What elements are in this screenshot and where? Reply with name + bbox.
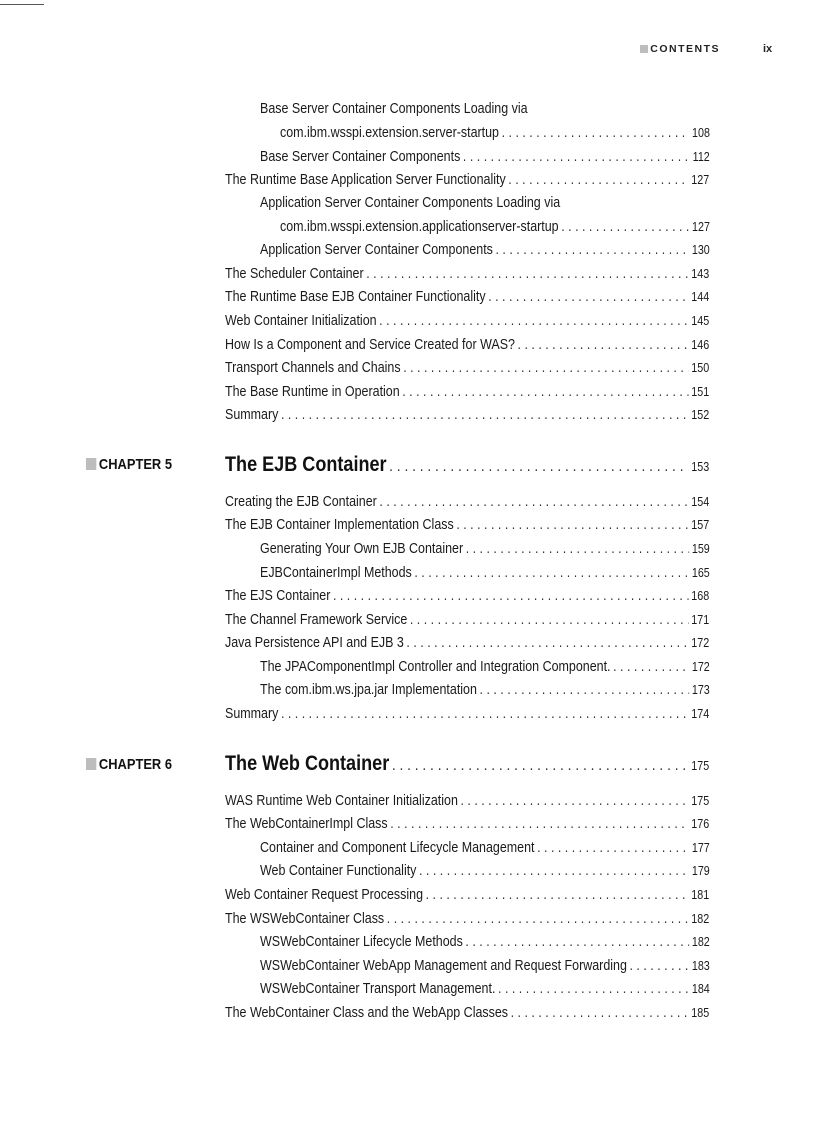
leader-dots	[518, 336, 689, 354]
running-head	[0, 43, 816, 59]
toc-entry-page: 127	[692, 220, 710, 234]
leader-dots	[495, 241, 689, 259]
toc-entry-page: 171	[691, 613, 710, 627]
chapter-5-title: The EJB Container	[225, 453, 387, 476]
toc-entry-page: 130	[691, 243, 710, 257]
toc-entry[interactable]	[260, 241, 710, 259]
toc-entry[interactable]	[260, 933, 710, 951]
toc-entry-title: Java Persistence API and EJB 3	[225, 635, 404, 651]
toc-entry[interactable]	[225, 171, 709, 189]
toc-entry-title: com.ibm.wsspi.extension.applicationserver-startup	[280, 219, 559, 235]
toc-entry-page: 108	[692, 126, 710, 140]
toc-entry-page: 157	[691, 518, 710, 532]
toc-entry-page: 145	[691, 314, 710, 328]
leader-dots	[410, 611, 689, 629]
toc-entry-page: 168	[691, 589, 710, 603]
toc-entry[interactable]	[260, 658, 710, 676]
toc-entry-title: The Base Runtime in Operation	[225, 384, 400, 400]
leader-dots	[281, 705, 689, 723]
chapter-6-heading[interactable]	[225, 752, 709, 776]
toc-entry[interactable]	[260, 839, 710, 857]
toc-entry-title: The Runtime Base EJB Container Functionality	[225, 289, 486, 305]
toc-entry-title: WSWebContainer WebApp Management and Request Forwarding	[260, 958, 627, 974]
running-head-page-number: ix	[763, 43, 773, 55]
section-marker-icon	[640, 45, 648, 53]
toc-entry-title: Transport Channels and Chains	[225, 360, 401, 376]
toc-entry[interactable]	[225, 705, 709, 723]
toc-entry[interactable]	[225, 886, 709, 904]
toc-entry[interactable]	[260, 681, 710, 699]
toc-entry-title: WSWebContainer Lifecycle Methods	[260, 934, 463, 950]
leader-dots	[465, 933, 689, 951]
toc-entry[interactable]	[280, 218, 710, 236]
leader-dots	[379, 312, 689, 330]
chapter-6-label-text: CHAPTER 6	[98, 756, 173, 773]
chapter-marker-icon	[86, 758, 96, 770]
chapter-6-page: 175	[691, 759, 710, 773]
toc-entry[interactable]	[225, 406, 709, 424]
toc-entry-page: 185	[691, 1006, 710, 1020]
toc-entry-page: 173	[691, 683, 710, 697]
toc-entry-title: Generating Your Own EJB Container	[260, 541, 464, 557]
leader-dots	[403, 359, 688, 377]
toc-entry-title: The com.ibm.ws.jpa.jar Implementation	[260, 682, 477, 698]
toc-entry[interactable]	[225, 587, 709, 605]
leader-dots	[488, 288, 688, 306]
leader-dots	[392, 757, 689, 775]
leader-dots	[498, 980, 689, 998]
chapter-marker-icon	[86, 458, 96, 470]
toc-entry-page: 143	[691, 267, 710, 281]
toc-entry[interactable]	[225, 516, 709, 534]
leader-dots	[537, 839, 689, 857]
toc-entry[interactable]	[260, 148, 710, 166]
toc-entry-title: WAS Runtime Web Container Initialization	[225, 793, 458, 809]
toc-entry-page: 159	[691, 542, 710, 556]
running-head-section-text: CONTENTS	[650, 43, 720, 55]
toc-entry[interactable]	[225, 359, 709, 377]
toc-entry-page: 175	[691, 794, 710, 808]
toc-entry-page: 150	[691, 361, 710, 375]
toc-entry-title: The WebContainer Class and the WebApp Classes	[225, 1005, 509, 1021]
running-head-section	[640, 43, 720, 55]
toc-entry-title: Summary	[225, 706, 279, 722]
chapter-6-label	[86, 756, 172, 773]
toc-entry-page: 179	[691, 864, 710, 878]
toc-entry[interactable]	[260, 194, 710, 212]
leader-dots	[402, 383, 688, 401]
toc-entry-title: WSWebContainer Transport Management.	[260, 981, 496, 997]
toc-entry-page: 152	[691, 408, 710, 422]
toc-entry-page: 182	[691, 935, 710, 949]
toc-entry-page: 151	[691, 385, 710, 399]
leader-dots	[456, 516, 688, 534]
toc-entry[interactable]	[225, 288, 709, 306]
toc-entry[interactable]	[260, 957, 710, 975]
chapter-5-label	[86, 456, 172, 473]
toc-entry[interactable]	[225, 815, 709, 833]
toc-entry-title: Application Server Container Components	[260, 242, 493, 258]
toc-entry[interactable]	[260, 540, 710, 558]
leader-dots	[629, 957, 689, 975]
toc-entry-page: 182	[691, 912, 710, 926]
toc-entry-title: The Channel Framework Service	[225, 612, 408, 628]
toc-entry[interactable]	[225, 312, 709, 330]
leader-dots	[613, 658, 689, 676]
toc-entry-title: The Runtime Base Application Server Functionality	[225, 172, 506, 188]
toc-entry-page: 112	[692, 150, 710, 164]
toc-entry-page: 183	[691, 959, 710, 973]
leader-dots	[426, 886, 689, 904]
toc-entry-page: 174	[691, 707, 710, 721]
toc-entry-title: EJBContainerImpl Methods	[260, 565, 412, 581]
toc-entry[interactable]	[225, 792, 709, 810]
toc-entry[interactable]	[225, 910, 709, 928]
leader-dots	[390, 815, 688, 833]
leader-dots	[466, 540, 690, 558]
leader-dots	[379, 493, 688, 511]
chapter-5-heading[interactable]	[225, 453, 709, 477]
toc-entry[interactable]	[260, 100, 710, 118]
leader-dots	[463, 148, 690, 166]
toc-entry-title: How Is a Component and Service Created for WAS?	[225, 337, 515, 353]
toc-entry-title: Container and Component Lifecycle Management	[260, 840, 535, 856]
toc-entry[interactable]	[225, 493, 709, 511]
toc-entry[interactable]	[260, 564, 710, 582]
toc-entry-page: 172	[691, 660, 710, 674]
leader-dots	[281, 406, 689, 424]
toc-entry-title: com.ibm.wsspi.extension.server-startup	[280, 125, 500, 141]
toc-entry-page: 144	[691, 290, 710, 304]
toc-entry-title: Creating the EJB Container	[225, 494, 377, 510]
toc-entry-title: Base Server Container Components Loading via	[260, 101, 528, 117]
leader-dots	[419, 862, 689, 880]
toc-entry-title: Base Server Container Components	[260, 149, 461, 165]
toc-entry-title: Web Container Request Processing	[225, 887, 424, 903]
chapter-5-page: 153	[691, 460, 710, 474]
leader-dots	[502, 124, 690, 142]
toc-entry-page: 181	[691, 888, 710, 902]
toc-entry-page: 127	[691, 173, 710, 187]
toc-entry-title: Summary	[225, 407, 279, 423]
toc-entry-title: Application Server Container Components Loading via	[260, 195, 561, 211]
toc-entry[interactable]	[225, 1004, 709, 1022]
leader-dots	[508, 171, 688, 189]
toc-entry[interactable]	[280, 124, 710, 142]
toc-entry-page: 184	[691, 982, 710, 996]
toc-entry-title: The Scheduler Container	[225, 266, 364, 282]
toc-entry-title: Web Container Initialization	[225, 313, 377, 329]
chapter-5-label-text: CHAPTER 5	[98, 456, 173, 473]
toc-entry-title: Web Container Functionality	[260, 863, 417, 879]
toc-entry-title: The WSWebContainer Class	[225, 911, 385, 927]
toc-entry[interactable]	[225, 336, 709, 354]
leader-dots	[511, 1004, 689, 1022]
toc-entry-title: The EJB Container Implementation Class	[225, 517, 454, 533]
toc-entry[interactable]	[225, 634, 709, 652]
toc-entry[interactable]	[225, 383, 709, 401]
toc-entry[interactable]	[225, 611, 709, 629]
toc-entry-page: 177	[691, 841, 710, 855]
leader-dots	[561, 218, 689, 236]
leader-dots	[387, 910, 689, 928]
toc-entry[interactable]	[260, 862, 710, 880]
toc-entry-title: The WebContainerImpl Class	[225, 816, 388, 832]
toc-entry-page: 146	[691, 338, 710, 352]
leader-dots	[414, 564, 689, 582]
leader-dots	[366, 265, 688, 283]
leader-dots	[406, 634, 688, 652]
toc-entry-title: The EJS Container	[225, 588, 331, 604]
toc-entry[interactable]	[225, 265, 709, 283]
chapter-6-title: The Web Container	[225, 752, 390, 775]
toc-entry-page: 172	[691, 636, 710, 650]
toc-entry[interactable]	[260, 980, 710, 998]
leader-dots	[460, 792, 688, 810]
toc-entry-page: 176	[691, 817, 710, 831]
leader-dots	[333, 587, 689, 605]
toc-entry-page: 165	[691, 566, 710, 580]
corner-rule	[0, 4, 44, 5]
leader-dots	[389, 458, 689, 476]
leader-dots	[480, 681, 690, 699]
toc-entry-page: 154	[691, 495, 710, 509]
toc-entry-title: The JPAComponentImpl Controller and Integration Component.	[260, 659, 611, 675]
